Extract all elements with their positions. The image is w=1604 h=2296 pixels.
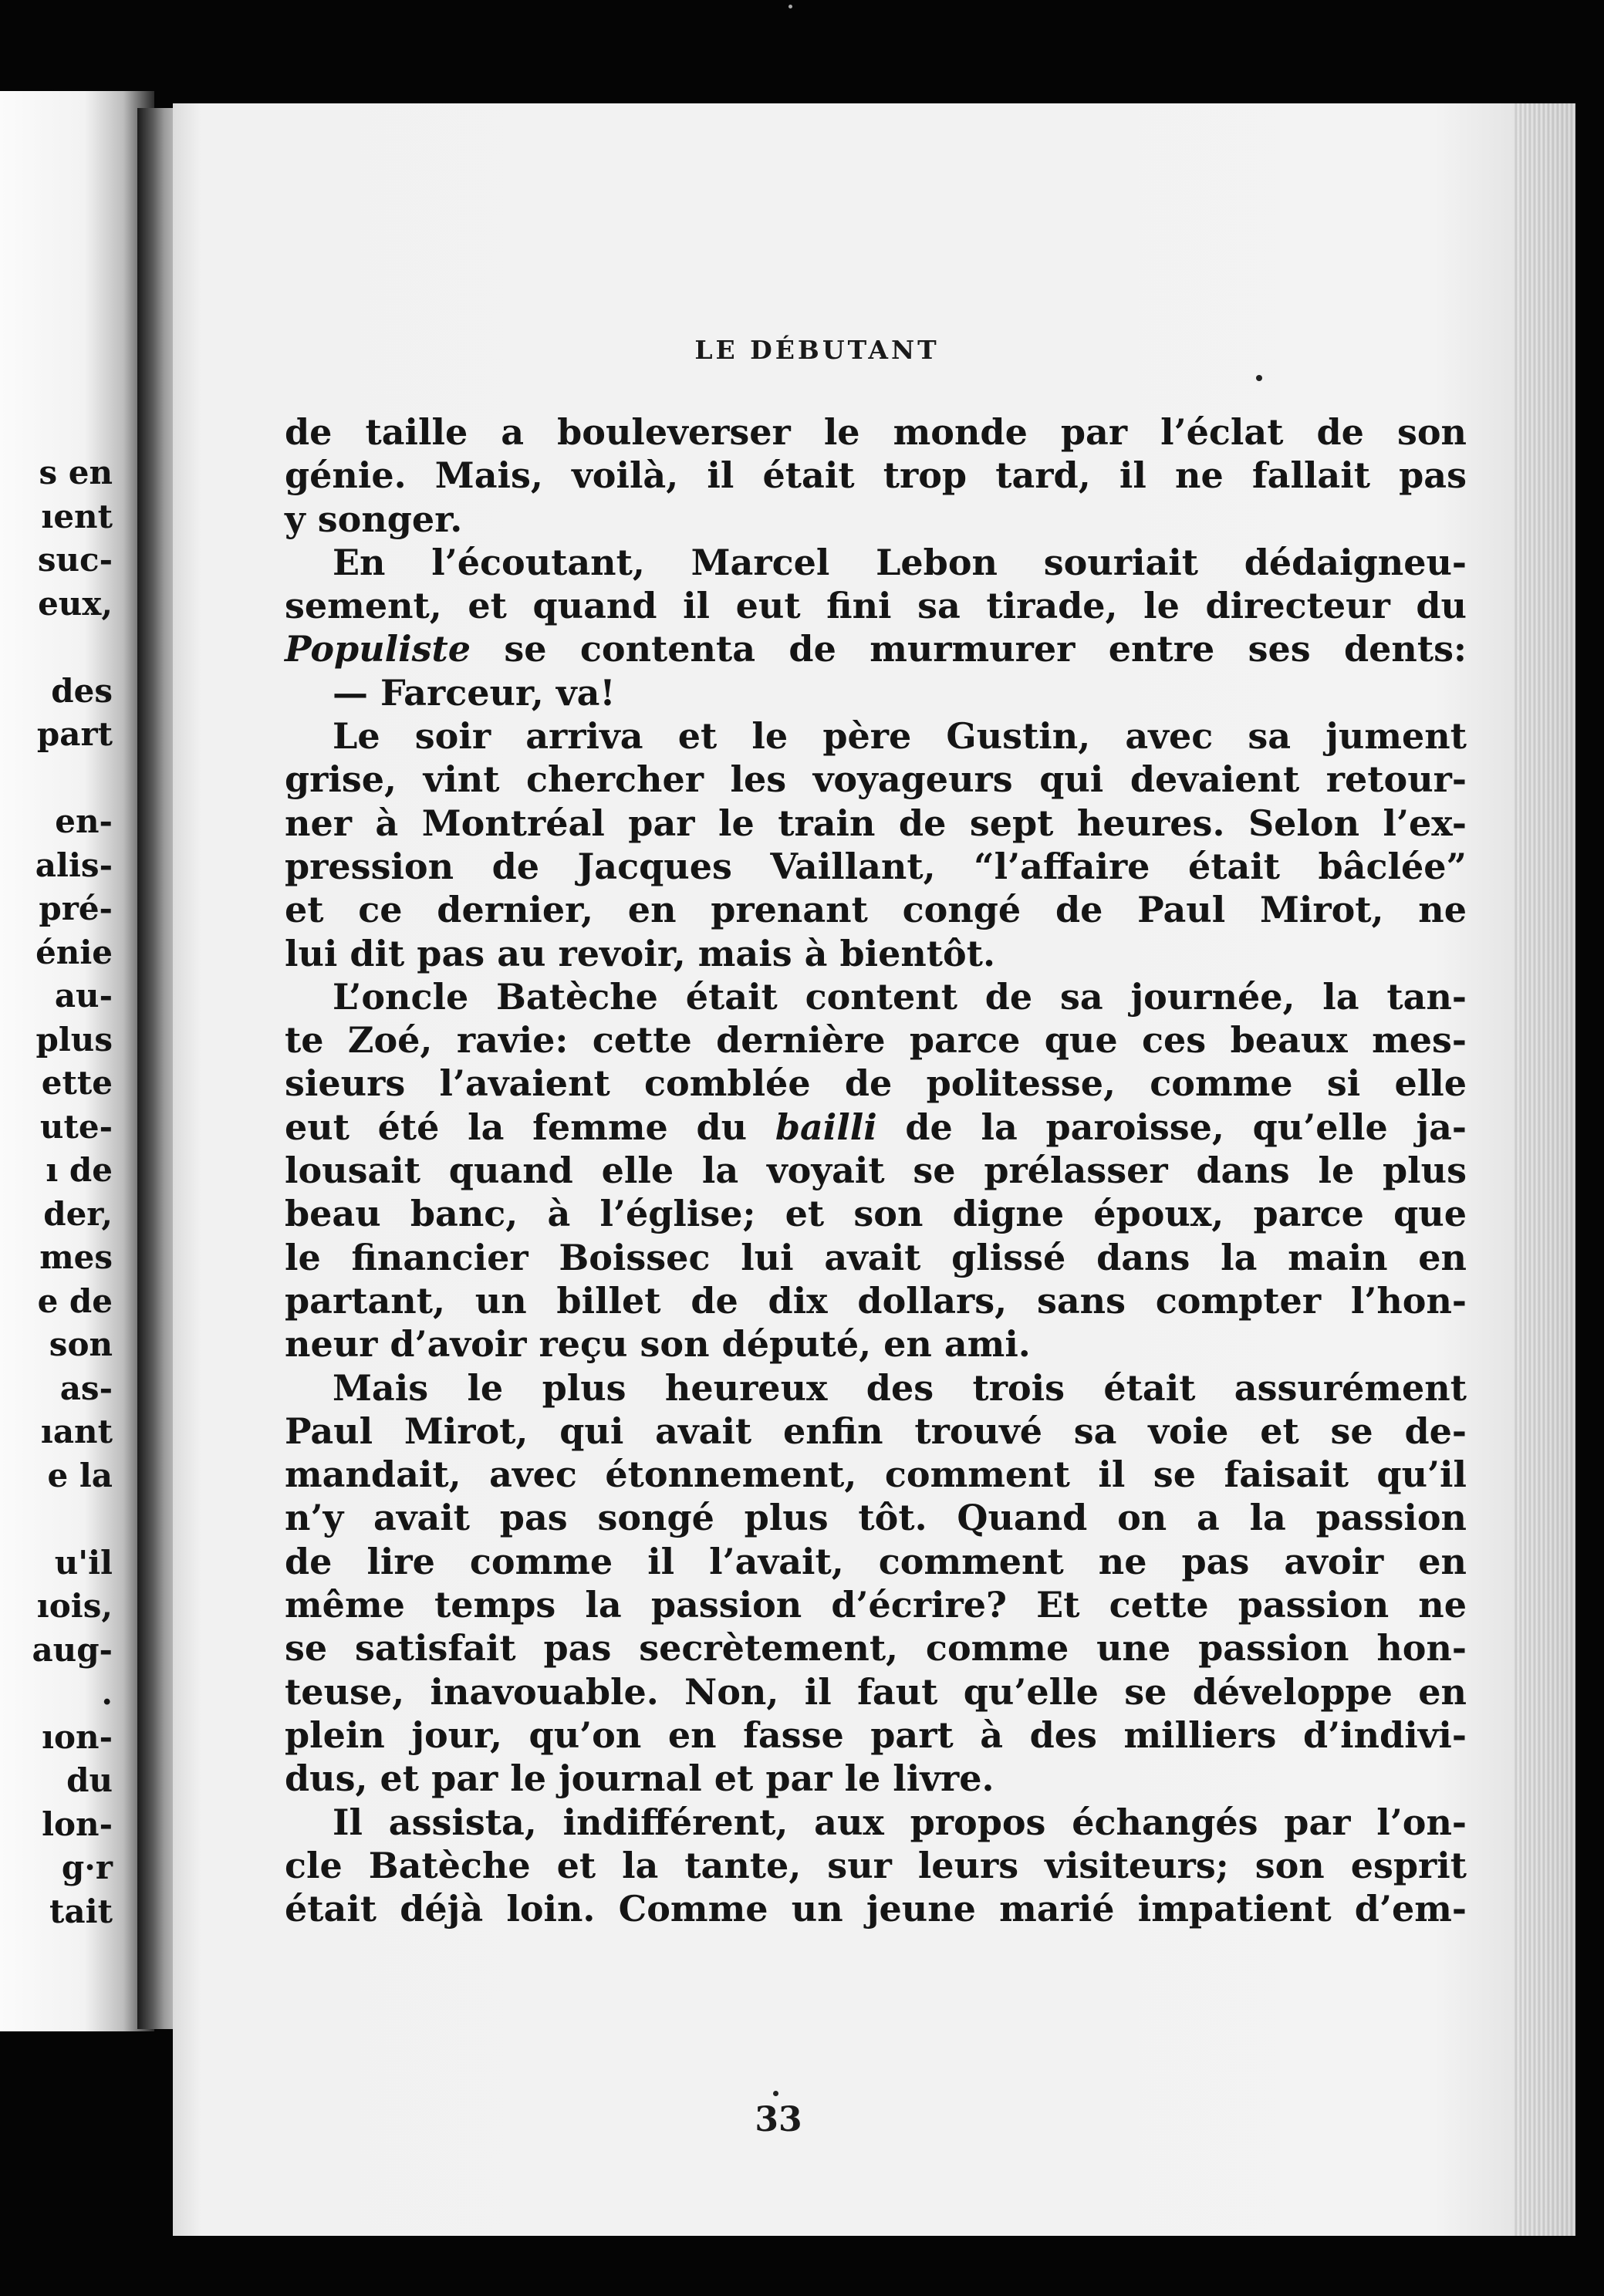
- text-line: beau banc, à l’église; et son digne époux, parce que: [285, 1193, 1467, 1235]
- text-line: — Farceur, va!: [333, 671, 616, 714]
- previous-page-fragment-line: énie: [35, 933, 113, 971]
- previous-page-fragment-line: as-: [59, 1369, 113, 1407]
- text-line: grise, vint chercher les voyageurs qui devaient retour-: [285, 758, 1467, 801]
- previous-page-fragment-line: au-: [54, 977, 113, 1015]
- text-line: sieurs l’avaient comblée de politesse, comme si elle: [285, 1062, 1467, 1105]
- text-line: Le soir arriva et le père Gustin, avec sa jument: [333, 715, 1467, 758]
- previous-page-fragment-line: tait: [49, 1892, 113, 1930]
- previous-page-fragment-line: du: [66, 1761, 113, 1799]
- previous-page-fragment-line: lon-: [42, 1805, 113, 1843]
- previous-page-fragment-line: des: [51, 671, 113, 710]
- text-line: L’oncle Batèche était content de sa journée, la tan-: [333, 975, 1467, 1018]
- text-line: génie. Mais, voilà, il était trop tard, il ne fallait pas: [285, 454, 1467, 497]
- previous-page-fragment-line: u'il: [54, 1543, 113, 1582]
- previous-page-fragment-line: ette: [41, 1064, 113, 1102]
- previous-page-fragment-line: ıon-: [42, 1717, 113, 1756]
- text-line: ner à Montréal par le train de sept heures. Selon l’ex-: [285, 802, 1467, 844]
- previous-page-fragment-line: eux,: [38, 584, 113, 623]
- previous-page-fragment-line: aug-: [32, 1630, 113, 1669]
- previous-page-fragment-line: e la: [47, 1456, 113, 1494]
- text-line: te Zoé, ravie: cette dernière parce que ces beaux mes-: [285, 1019, 1467, 1062]
- text-line: Mais le plus heureux des trois était assurément: [333, 1366, 1467, 1409]
- text-line: était déjà loin. Comme un jeune marié impatient d’em-: [285, 1888, 1467, 1930]
- scan-speck: [773, 2091, 778, 2096]
- text-line: Paul Mirot, qui avait enfin trouvé sa voie et se de-: [285, 1410, 1467, 1452]
- previous-page-fragment-line: .: [101, 1674, 113, 1712]
- text-line: mandait, avec étonnement, comment il se faisait qu’il: [285, 1454, 1467, 1496]
- running-head: LE DÉBUTANT: [694, 335, 940, 365]
- previous-page-fragment-line: part: [36, 715, 113, 753]
- text-line: Populiste se contenta de murmurer entre ses dents:: [285, 628, 1467, 670]
- scan-speck: [788, 5, 792, 8]
- previous-page-fragment-line: suc-: [37, 541, 113, 579]
- text-line: de taille a bouleverser le monde par l’éclat de son: [285, 411, 1467, 453]
- text-line: dus, et par le journal et par le livre.: [285, 1757, 994, 1800]
- previous-page-fragment-line: der,: [43, 1194, 113, 1233]
- scan-speck: [1256, 375, 1262, 381]
- text-line: même temps la passion d’écrire? Et cette passion ne: [285, 1584, 1467, 1626]
- previous-page-fragment-line: g·r: [61, 1849, 113, 1886]
- previous-page-fragment-line: plus: [35, 1020, 113, 1059]
- text-line: lousait quand elle la voyait se prélasser dans le plus: [285, 1150, 1467, 1192]
- text-line: teuse, inavouable. Non, il faut qu’elle se développe en: [285, 1670, 1467, 1713]
- book-page: [173, 103, 1575, 2236]
- previous-page-fragment-line: ıant: [40, 1413, 113, 1450]
- text-line: partant, un billet de dix dollars, sans compter l’hon-: [285, 1279, 1467, 1322]
- text-line: y songer.: [285, 498, 463, 540]
- page-stack-edge: [1514, 103, 1575, 2236]
- previous-page-fragment-line: s en: [39, 454, 113, 491]
- previous-page-fragment-line: ıent: [41, 497, 113, 535]
- previous-page-fragment-line: ıois,: [36, 1587, 113, 1625]
- previous-page-fragment: [0, 91, 154, 2031]
- text-line: pression de Jacques Vaillant, “l’affaire était bâclée”: [285, 845, 1467, 887]
- text-line: cle Batèche et la tante, sur leurs visiteurs; son esprit: [285, 1844, 1467, 1886]
- previous-page-fragment-line: alis-: [35, 846, 113, 884]
- previous-page-fragment-line: pré-: [39, 890, 113, 927]
- previous-page-fragment-line: [5, 1497, 113, 1541]
- previous-page-fragment-line: [5, 757, 113, 801]
- text-line: Il assista, indifférent, aux propos échangés par l’on-: [333, 1801, 1467, 1843]
- text-line: sement, et quand il eut fini sa tirade, le directeur du: [285, 585, 1467, 627]
- text-line: plein jour, qu’on en fasse part à des milliers d’indivi-: [285, 1714, 1467, 1756]
- text-line: neur d’avoir reçu son député, en ami.: [285, 1323, 1031, 1366]
- previous-page-fragment-line: ı de: [46, 1151, 113, 1189]
- previous-page-fragment-line: ute-: [39, 1107, 113, 1146]
- text-line: lui dit pas au revoir, mais à bientôt.: [285, 932, 995, 974]
- text-line: se satisfait pas secrètement, comme une passion hon-: [285, 1627, 1467, 1670]
- page-number: 33: [755, 2100, 802, 2139]
- previous-page-fragment-line: en-: [55, 802, 113, 840]
- previous-page-fragment-line: son: [49, 1325, 113, 1363]
- text-line: le financier Boissec lui avait glissé dans la main en: [285, 1236, 1467, 1278]
- body-text: [285, 410, 1467, 1930]
- text-line: et ce dernier, en prenant congé de Paul Mirot, ne: [285, 889, 1467, 931]
- previous-page-fragment-line: mes: [39, 1238, 113, 1276]
- previous-page-fragment-line: e de: [37, 1281, 113, 1320]
- text-line: n’y avait pas songé plus tôt. Quand on a la passion: [285, 1497, 1467, 1539]
- text-line: eut été la femme du bailli de la paroisse, qu’elle ja-: [285, 1106, 1467, 1148]
- previous-page-line-endings: [5, 451, 113, 1933]
- previous-page-fragment-line: [5, 626, 113, 670]
- text-line: En l’écoutant, Marcel Lebon souriait dédaigneu-: [333, 541, 1467, 583]
- text-line: de lire comme il l’avait, comment ne pas avoir en: [285, 1540, 1467, 1582]
